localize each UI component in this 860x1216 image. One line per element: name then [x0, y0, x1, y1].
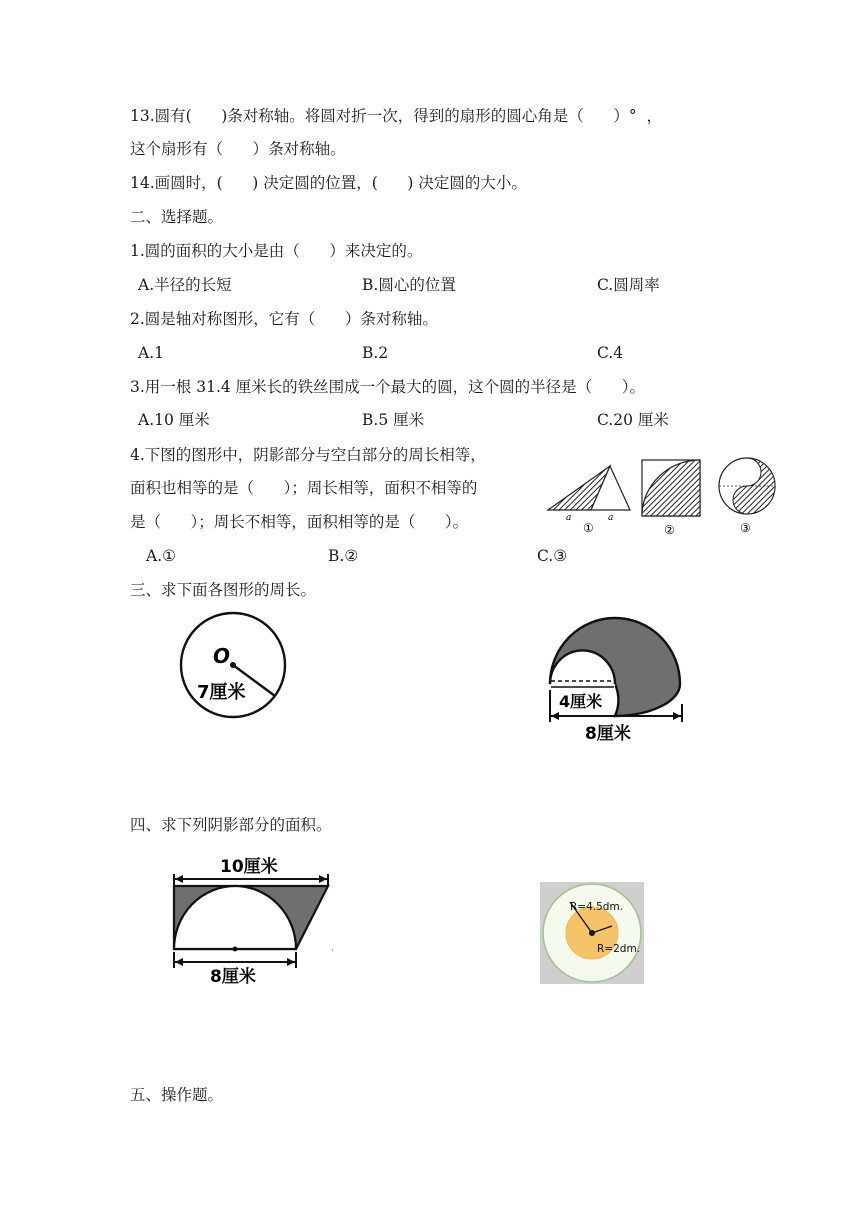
choice-3-option-a: A.10 厘米 [138, 411, 210, 429]
choice-4-option-c: C.③ [537, 547, 568, 565]
perimeter-figure-circle [175, 610, 293, 722]
top-dimension-label: 10厘米 [220, 857, 278, 877]
choice-3-option-b: B.5 厘米 [362, 411, 425, 429]
choice-4-figure-circle [714, 456, 780, 536]
area-figure-ring [540, 882, 644, 984]
perimeter-figure-curved-shape [545, 612, 689, 746]
choice-1-option-c: C.圆周率 [597, 276, 660, 294]
choice-1-question: 1.圆的面积的大小是由（ ）来决定的。 [130, 242, 423, 260]
triangle-figure-number: ① [583, 521, 594, 535]
choice-4-question-line-2: 面积也相等的是（ ）；周长相等，面积不相等的 [130, 479, 478, 497]
bottom-dimension-label: 8厘米 [210, 967, 256, 987]
q13-line-1: 13.圆有( )条对称轴。将圆对折一次，得到的扇形的圆心角是（ ）° ， [130, 107, 662, 125]
inner-dimension-label: 4厘米 [559, 692, 603, 711]
choice-4-option-b: B.② [328, 547, 359, 565]
circle-radius-label: 7厘米 [197, 682, 246, 703]
q14-line: 14.画圆时，( ) 决定圆的位置，( ) 决定圆的大小。 [130, 174, 527, 192]
ring-inner-radius-label: R=2dm. [597, 943, 641, 955]
area-figure-trapezoid [168, 852, 340, 988]
circle-center-label: O [213, 644, 231, 668]
choice-2-option-c: C.4 [597, 344, 624, 362]
section-2-heading: 二、选择题。 [130, 208, 224, 226]
choice-1-option-b: B.圆心的位置 [362, 276, 456, 294]
section-4-heading: 四、求下列阴影部分的面积。 [130, 816, 332, 834]
choice-2-question: 2.圆是轴对称图形，它有（ ）条对称轴。 [130, 310, 438, 328]
choice-4-question-line-1: 4.下图的图形中，阴影部分与空白部分的周长相等， [130, 446, 486, 464]
choice-4-figure-triangle [544, 462, 638, 534]
choice-3-option-c: C.20 厘米 [597, 411, 669, 429]
choice-2-option-b: B.2 [362, 344, 389, 362]
outer-dimension-label: 8厘米 [585, 724, 631, 744]
choice-3-question: 3.用一根 31.4 厘米长的铁丝围成一个最大的圆，这个圆的半径是（ ）。 [130, 378, 645, 396]
section-5-heading: 五、操作题。 [130, 1086, 224, 1104]
choice-1-option-a: A.半径的长短 [138, 276, 232, 294]
section-3-heading: 三、求下面各图形的周长。 [130, 581, 317, 599]
choice-4-figure-square [640, 458, 704, 536]
triangle-base-label-left: a [566, 513, 572, 523]
q13-line-2: 这个扇形有（ ）条对称轴。 [130, 140, 346, 158]
choice-4-option-a: A.① [146, 547, 177, 565]
choice-4-question-line-3: 是（ ）；周长不相等，面积相等的是（ ）。 [130, 513, 469, 531]
ring-outer-radius-label: R=4.5dm. [570, 901, 624, 913]
choice-2-option-a: A.1 [138, 344, 164, 362]
triangle-base-label-right: a [608, 513, 614, 523]
semicircle-center-dot [233, 947, 238, 952]
square-figure-number: ② [664, 523, 675, 537]
circle-figure-number: ③ [740, 521, 751, 535]
